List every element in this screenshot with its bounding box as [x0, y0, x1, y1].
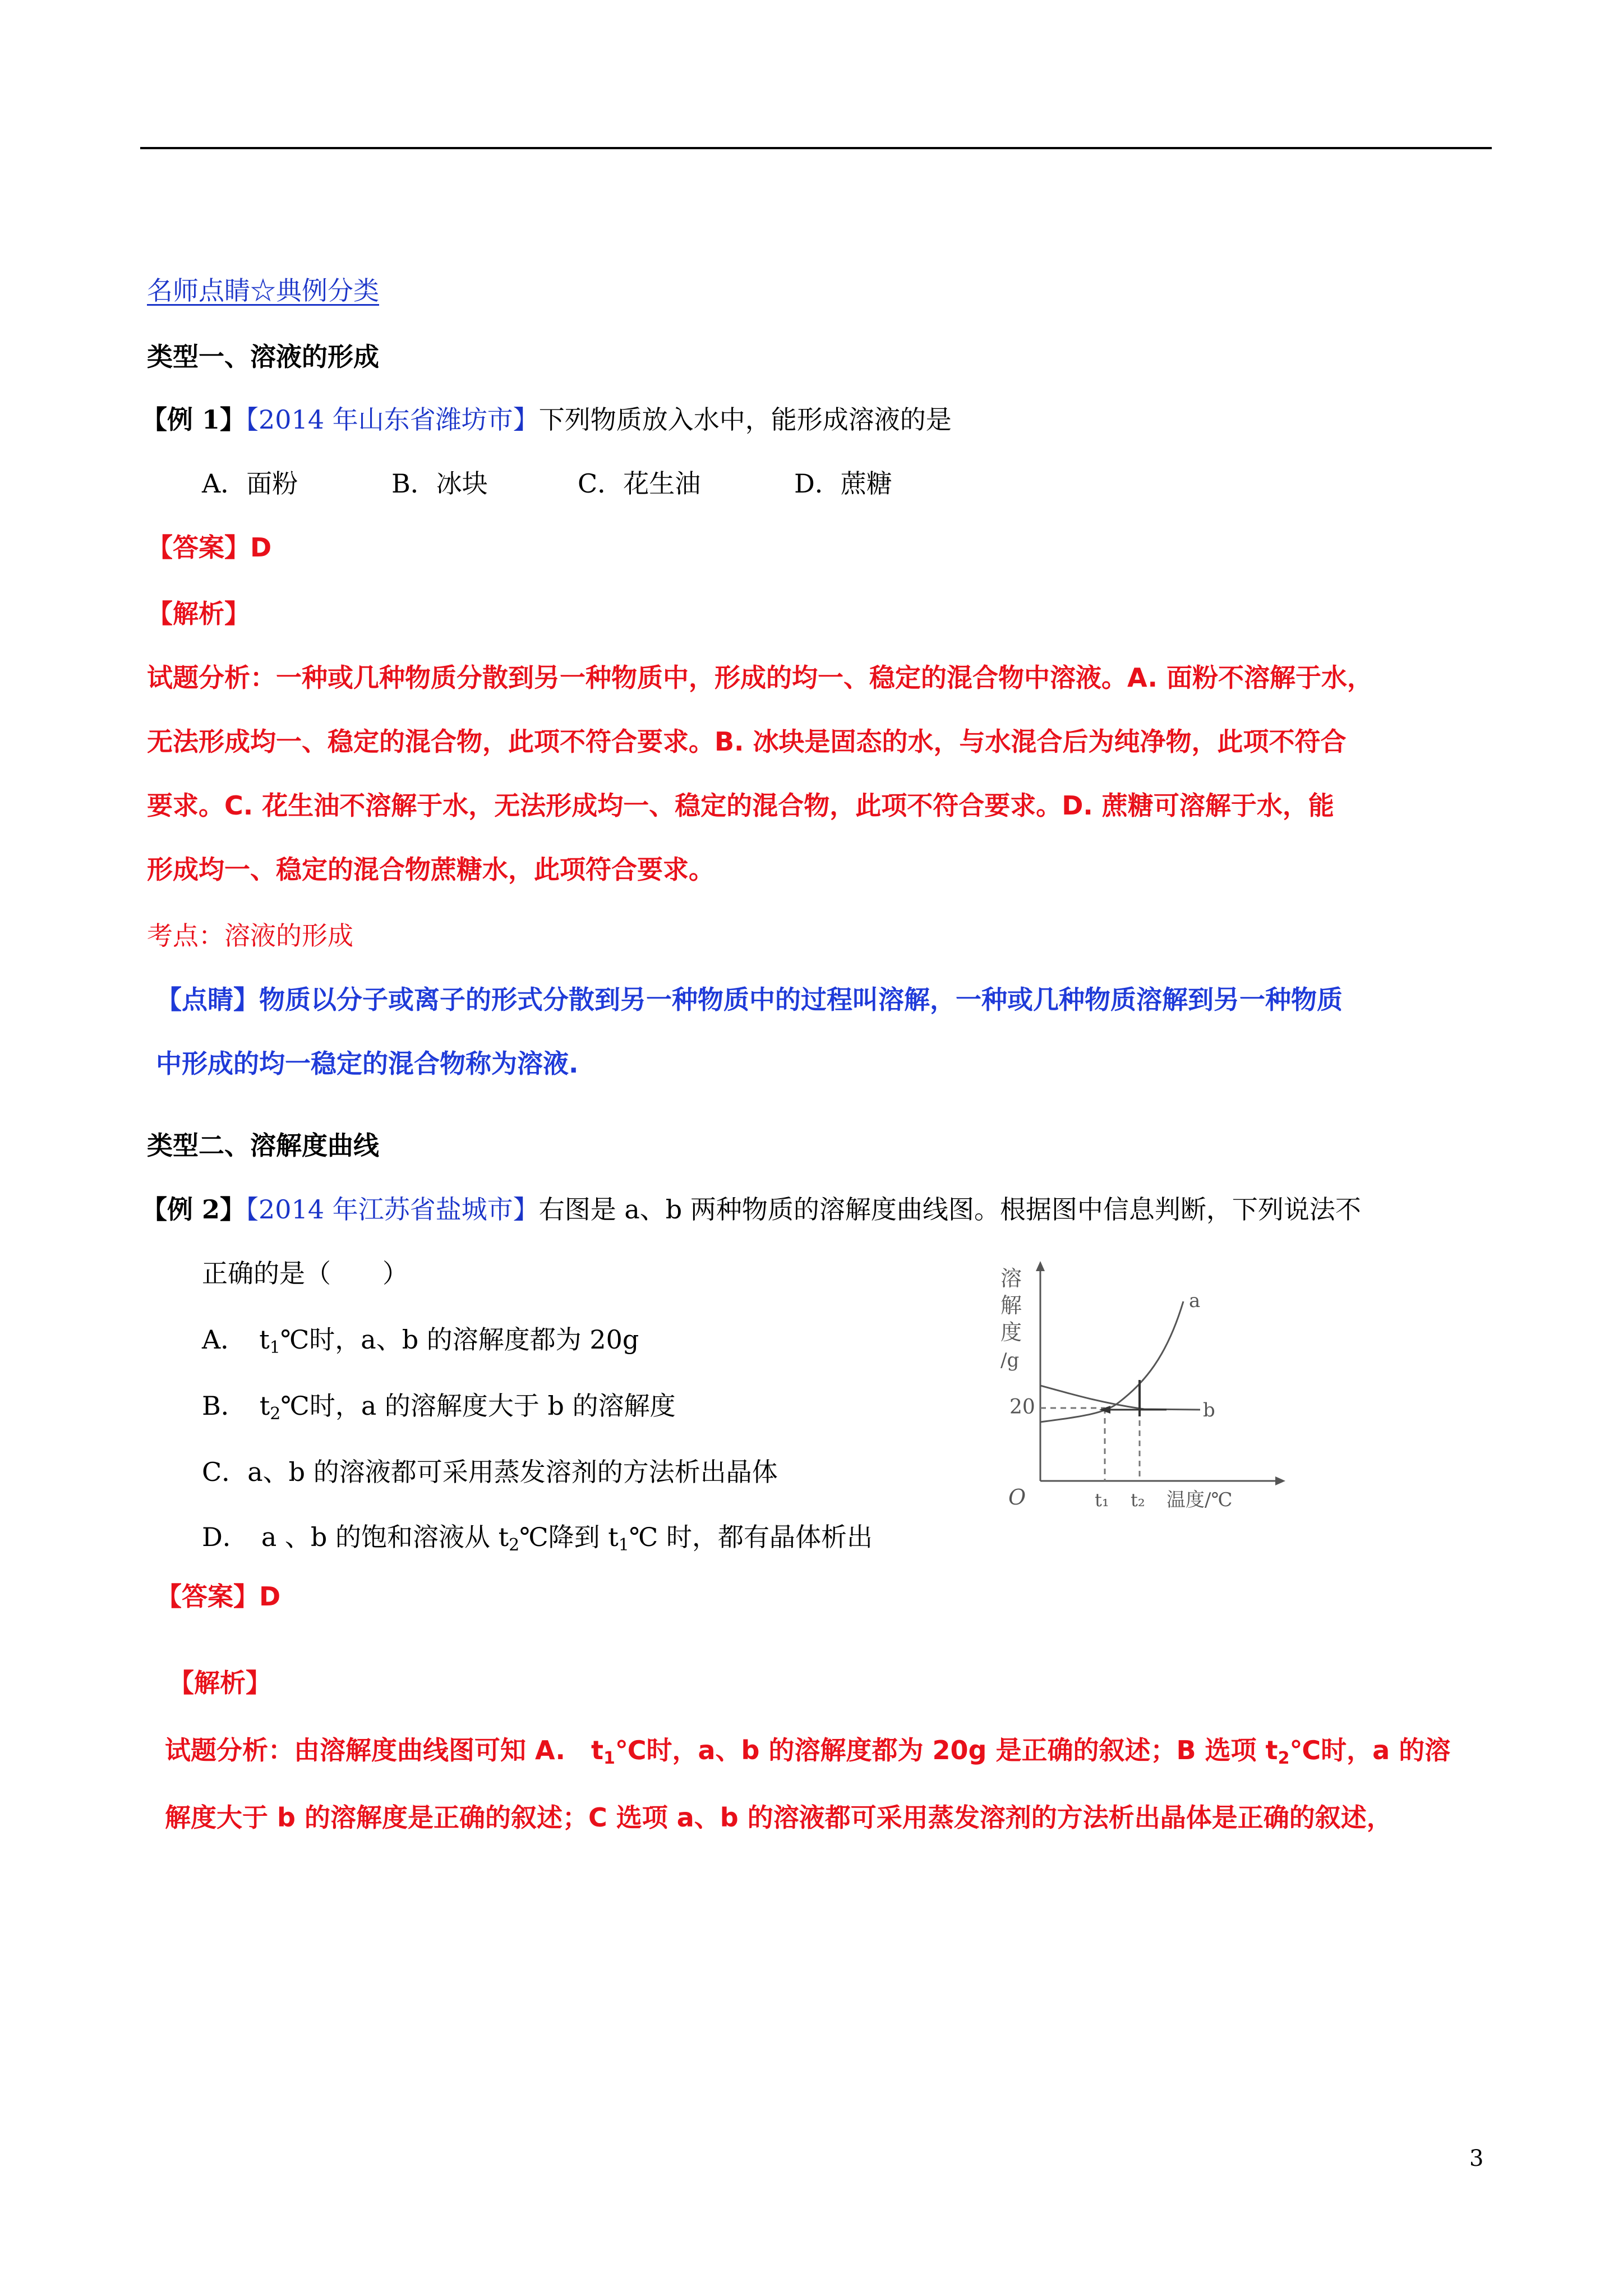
solubility-curve-figure	[998, 1251, 1301, 1515]
ex2-answer-value: D	[259, 1581, 281, 1612]
ex1-dianjing-line-2: 中形成的均一稳定的混合物称为溶液.	[156, 1048, 579, 1079]
ex1-answer-label: 【答案】	[147, 532, 250, 563]
ex2-analysis-line-1	[165, 1733, 1450, 1775]
ex2-option-d	[202, 1520, 873, 1562]
ex2-answer	[156, 1580, 280, 1613]
ex2-analysis-label: 【解析】	[168, 1668, 271, 1698]
ex2-analysis-line-1-sub-2: 2	[1278, 1749, 1290, 1768]
ex1-analysis-label: 【解析】	[147, 599, 250, 629]
curve-a-label: a	[1189, 1290, 1201, 1312]
type2-heading: 类型二、溶解度曲线	[147, 1130, 379, 1161]
y-tick-20: 20	[1009, 1396, 1035, 1419]
ex2-analysis-line-2: 解度大于 b 的溶解度是正确的叙述；C 选项 a、b 的溶液都可采用蒸发溶剂的方法析出晶体是正确的叙述，	[165, 1802, 1393, 1833]
ex2-option-c: C．a、b 的溶液都可采用蒸发溶剂的方法析出晶体	[202, 1457, 778, 1487]
ex1-answer-value: D	[250, 532, 272, 563]
ex2-analysis-line-1-sub-1: 1	[603, 1749, 615, 1768]
ex1-question	[141, 403, 952, 436]
section-title-link[interactable]: 名师点睛☆典例分类	[147, 275, 379, 306]
ex2-option-d-sub-2: 1	[618, 1535, 629, 1555]
ex2-question-line-1	[141, 1193, 1361, 1226]
origin-label: O	[1008, 1485, 1026, 1510]
ex2-option-a-sub: 1	[269, 1338, 280, 1358]
ex2-option-a-post: ℃时，a、b 的溶解度都为 20g	[280, 1324, 639, 1355]
ex1-dianjing-line-1: 【点睛】物质以分子或离子的形式分散到另一种物质中的过程叫溶解，一种或几种物质溶解到另一种物质	[156, 984, 1343, 1015]
ex2-analysis-line-1-pre: 试题分析：由溶解度曲线图可知 A. t	[165, 1735, 603, 1765]
ex2-option-b-pre: B． t	[202, 1391, 270, 1421]
ex2-option-d-post: ℃ 时，都有晶体析出	[629, 1522, 873, 1552]
ex2-option-b	[202, 1389, 676, 1431]
ex1-label: 【例 1】	[141, 404, 246, 435]
ex2-label: 【例 2】	[141, 1194, 246, 1225]
y-label-char-3: 度	[1000, 1320, 1022, 1345]
ex2-option-b-sub: 2	[270, 1404, 281, 1424]
ex1-option-b: B．冰块	[391, 468, 488, 499]
type1-heading: 类型一、溶液的形成	[147, 342, 379, 372]
ex1-source: 【2014 年山东省潍坊市】	[246, 404, 539, 435]
curve-b	[1040, 1386, 1200, 1410]
ex1-analysis-line-4: 形成均一、稳定的混合物蔗糖水，此项符合要求。	[147, 854, 714, 885]
ex2-option-b-post: ℃时，a 的溶解度大于 b 的溶解度	[280, 1391, 676, 1421]
ex2-question-text: 右图是 a、b 两种物质的溶解度曲线图。根据图中信息判断，下列说法不	[538, 1194, 1361, 1225]
ex2-question-line-2: 正确的是（ ）	[202, 1258, 408, 1289]
ex2-option-d-mid: ℃降到 t	[519, 1522, 619, 1552]
ex1-option-d: D．蔗糖	[794, 468, 892, 499]
ex2-option-a-pre: A． t	[202, 1324, 270, 1355]
ex1-question-text: 下列物质放入水中，能形成溶液的是	[538, 404, 952, 435]
ex2-analysis-line-1-post: ℃时，a 的溶	[1289, 1735, 1451, 1765]
ex2-option-d-sub-1: 2	[509, 1535, 520, 1555]
y-label-char-1: 溶	[1000, 1266, 1022, 1291]
ex1-kaodian: 考点：溶液的形成	[147, 921, 353, 951]
ex2-analysis-line-1-mid: ℃时，a、b 的溶解度都为 20g 是正确的叙述；B 选项 t	[615, 1735, 1278, 1765]
ex2-option-a	[202, 1323, 639, 1365]
ex1-answer	[147, 531, 271, 564]
y-label-char-2: 解	[1000, 1293, 1022, 1318]
ex1-analysis-line-2: 无法形成均一、稳定的混合物，此项不符合要求。B. 冰块是固态的水，与水混合后为纯净物，此项不符合	[147, 726, 1347, 757]
page-number: 3	[1469, 2146, 1484, 2171]
x-tick-t2: t₂	[1131, 1489, 1145, 1511]
ex1-option-a: A．面粉	[202, 468, 298, 499]
ex2-source: 【2014 年江苏省盐城市】	[246, 1194, 539, 1225]
ex1-analysis-line-1: 试题分析：一种或几种物质分散到另一种物质中，形成的均一、稳定的混合物中溶液。A. 面粉不溶解于水，	[147, 662, 1373, 693]
ex2-answer-label: 【答案】	[156, 1581, 259, 1612]
ex1-analysis-line-3: 要求。C. 花生油不溶解于水，无法形成均一、稳定的混合物，此项不符合要求。D. 蔗糖可溶解于水，能	[147, 790, 1334, 821]
ex2-option-d-pre: D． a 、b 的饱和溶液从 t	[202, 1522, 509, 1552]
x-axis-label: 温度/℃	[1166, 1489, 1233, 1511]
x-tick-t1: t₁	[1095, 1489, 1109, 1511]
header-rule	[140, 147, 1492, 149]
y-label-char-4: /g	[1000, 1349, 1020, 1372]
ex1-option-c: C．花生油	[578, 468, 701, 499]
y-axis-arrow	[1036, 1261, 1045, 1271]
x-axis-arrow	[1275, 1476, 1285, 1485]
curve-b-label: b	[1203, 1399, 1215, 1421]
